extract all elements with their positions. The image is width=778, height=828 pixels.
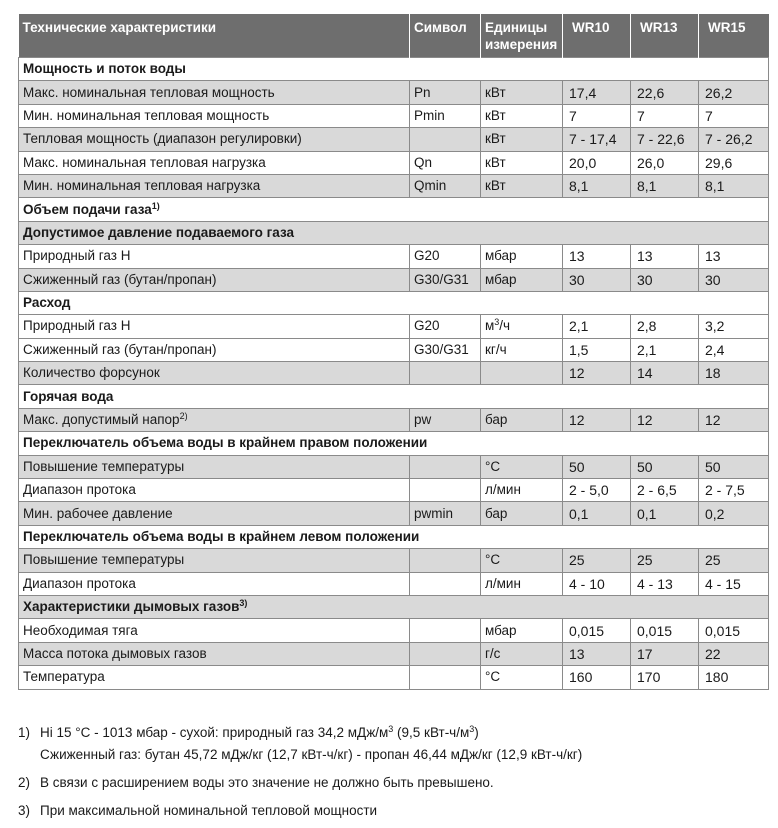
value-wr15: 3,2 (699, 315, 769, 338)
table-row (19, 362, 769, 385)
section-title: Переключатель объема воды в крайнем правом положении (19, 432, 769, 455)
param-name: Температура (19, 666, 410, 689)
param-symbol: Qn (410, 151, 481, 174)
param-symbol: G20 (410, 315, 481, 338)
param-unit: кВт (481, 81, 563, 104)
param-symbol: Pmin (410, 104, 481, 127)
param-symbol (410, 642, 481, 665)
param-name: Природный газ Н (19, 315, 410, 338)
value-wr15: 50 (699, 455, 769, 478)
value-wr13: 4 - 13 (631, 572, 699, 595)
header-units: Единицы измерения (481, 14, 563, 58)
value-wr10: 30 (563, 268, 631, 291)
param-symbol: pw (410, 408, 481, 431)
table-row (19, 268, 769, 291)
param-unit: кВт (481, 104, 563, 127)
section-title: Переключатель объема воды в крайнем левом положении (19, 525, 769, 548)
table-row (19, 128, 769, 151)
value-wr13: 7 (631, 104, 699, 127)
param-name: Сжиженный газ (бутан/пропан) (19, 338, 410, 361)
value-wr13: 12 (631, 408, 699, 431)
value-wr13: 26,0 (631, 151, 699, 174)
footnote-ref: 2) (179, 411, 188, 422)
param-symbol (410, 479, 481, 502)
section-row (19, 58, 769, 81)
param-unit: мбар (481, 619, 563, 642)
table-row (19, 81, 769, 104)
value-wr15: 25 (699, 549, 769, 572)
section-row (19, 198, 769, 221)
value-wr10: 25 (563, 549, 631, 572)
value-wr13: 30 (631, 268, 699, 291)
value-wr13: 7 - 22,6 (631, 128, 699, 151)
param-name: Мин. номинальная тепловая нагрузка (19, 174, 410, 197)
value-wr10: 0,1 (563, 502, 631, 525)
value-wr10: 1,5 (563, 338, 631, 361)
value-wr13: 8,1 (631, 174, 699, 197)
param-name: Повышение температуры (19, 455, 410, 478)
value-wr15: 12 (699, 408, 769, 431)
param-name: Диапазон протока (19, 479, 410, 502)
value-wr13: 170 (631, 666, 699, 689)
param-name: Тепловая мощность (диапазон регулировки) (19, 128, 410, 151)
footnote-3 (18, 800, 758, 822)
value-wr10: 12 (563, 408, 631, 431)
value-wr15: 0,2 (699, 502, 769, 525)
param-unit: бар (481, 408, 563, 431)
value-wr15: 0,015 (699, 619, 769, 642)
section-row (19, 595, 769, 618)
param-unit (481, 362, 563, 385)
param-symbol (410, 572, 481, 595)
value-wr10: 50 (563, 455, 631, 478)
section-row (19, 291, 769, 314)
param-unit: л/мин (481, 479, 563, 502)
section-title-text: Характеристики дымовых газов (23, 599, 240, 615)
footnote-1-line1 (40, 725, 479, 740)
value-wr10: 8,1 (563, 174, 631, 197)
value-wr10: 13 (563, 642, 631, 665)
header-model-wr15: WR15 (699, 14, 769, 58)
value-wr13: 2,1 (631, 338, 699, 361)
value-wr13: 50 (631, 455, 699, 478)
value-wr10: 160 (563, 666, 631, 689)
param-unit: бар (481, 502, 563, 525)
param-name (19, 408, 410, 431)
value-wr13: 17 (631, 642, 699, 665)
param-symbol (410, 455, 481, 478)
value-wr10: 2,1 (563, 315, 631, 338)
param-name-text: Макс. допустимый напор (23, 412, 180, 428)
param-symbol (410, 549, 481, 572)
param-name: Количество форсунок (19, 362, 410, 385)
header-model-wr13: WR13 (631, 14, 699, 58)
footnote-ref: 1) (151, 200, 160, 211)
footnote-1-part-b: (9,5 кВт-ч/м (393, 725, 470, 740)
table-row (19, 479, 769, 502)
footnote-number: 2) (18, 775, 31, 790)
param-unit: мбар (481, 268, 563, 291)
footnote-1-part-c: ) (474, 725, 479, 740)
section-row (19, 432, 769, 455)
param-name: Сжиженный газ (бутан/пропан) (19, 268, 410, 291)
table-header (19, 14, 769, 58)
value-wr10: 7 (563, 104, 631, 127)
value-wr15: 29,6 (699, 151, 769, 174)
value-wr15: 4 - 15 (699, 572, 769, 595)
param-name: Макс. номинальная тепловая мощность (19, 81, 410, 104)
section-title (19, 198, 769, 221)
value-wr10: 12 (563, 362, 631, 385)
param-unit: л/мин (481, 572, 563, 595)
footnote-1-line2: Сжиженный газ: бутан 45,72 мДж/кг (12,7 кВт-ч/кг) - пропан 46,44 мДж/кг (12,9 кВт-ч/кг) (40, 747, 583, 762)
table-row (19, 245, 769, 268)
param-symbol: G20 (410, 245, 481, 268)
param-name: Макс. номинальная тепловая нагрузка (19, 151, 410, 174)
param-name: Мин. рабочее давление (19, 502, 410, 525)
value-wr15: 7 - 26,2 (699, 128, 769, 151)
section-row (19, 221, 769, 244)
param-symbol (410, 362, 481, 385)
header-name: Технические характеристики (19, 14, 410, 58)
specifications-table (18, 14, 769, 690)
footnote-number: 3) (18, 803, 31, 818)
param-symbol (410, 666, 481, 689)
param-unit: кВт (481, 128, 563, 151)
section-row (19, 525, 769, 548)
table-row (19, 502, 769, 525)
footnote-text: При максимальной номинальной тепловой мощности (40, 803, 378, 818)
param-name: Диапазон протока (19, 572, 410, 595)
param-unit: кВт (481, 174, 563, 197)
table-row (19, 619, 769, 642)
value-wr15: 18 (699, 362, 769, 385)
value-wr15: 2 - 7,5 (699, 479, 769, 502)
footnote-ref: 3) (239, 598, 248, 609)
value-wr15: 7 (699, 104, 769, 127)
value-wr13: 25 (631, 549, 699, 572)
table-row (19, 642, 769, 665)
table-row (19, 104, 769, 127)
header-symbol: Символ (410, 14, 481, 58)
value-wr13: 22,6 (631, 81, 699, 104)
table-row (19, 455, 769, 478)
unit-tail: /ч (499, 318, 511, 334)
table-row (19, 151, 769, 174)
param-symbol: Pn (410, 81, 481, 104)
value-wr10: 0,015 (563, 619, 631, 642)
param-name: Природный газ Н (19, 245, 410, 268)
param-unit: °C (481, 666, 563, 689)
section-title: Горячая вода (19, 385, 769, 408)
param-name: Мин. номинальная тепловая мощность (19, 104, 410, 127)
value-wr13: 14 (631, 362, 699, 385)
param-symbol: G30/G31 (410, 268, 481, 291)
value-wr13: 0,015 (631, 619, 699, 642)
param-unit: кг/ч (481, 338, 563, 361)
table-row (19, 666, 769, 689)
section-title (19, 595, 769, 618)
table-row (19, 174, 769, 197)
table-row (19, 338, 769, 361)
table-row (19, 315, 769, 338)
header-model-wr10: WR10 (563, 14, 631, 58)
footnotes (18, 722, 758, 822)
value-wr15: 8,1 (699, 174, 769, 197)
table-row (19, 408, 769, 431)
value-wr10: 4 - 10 (563, 572, 631, 595)
param-symbol: pwmin (410, 502, 481, 525)
table-row (19, 549, 769, 572)
footnote-1 (18, 722, 758, 766)
value-wr10: 20,0 (563, 151, 631, 174)
value-wr10: 7 - 17,4 (563, 128, 631, 151)
value-wr15: 22 (699, 642, 769, 665)
value-wr13: 0,1 (631, 502, 699, 525)
param-name: Необходимая тяга (19, 619, 410, 642)
section-title: Допустимое давление подаваемого газа (19, 221, 769, 244)
table-row (19, 572, 769, 595)
value-wr10: 13 (563, 245, 631, 268)
unit-superscript: 3 (494, 317, 500, 328)
value-wr15: 30 (699, 268, 769, 291)
param-unit (481, 315, 563, 338)
param-unit: °C (481, 455, 563, 478)
param-symbol (410, 128, 481, 151)
param-symbol: G30/G31 (410, 338, 481, 361)
value-wr15: 13 (699, 245, 769, 268)
footnote-text: В связи с расширением воды это значение не должно быть превышено. (40, 775, 494, 790)
param-name: Повышение температуры (19, 549, 410, 572)
value-wr13: 2 - 6,5 (631, 479, 699, 502)
param-unit: кВт (481, 151, 563, 174)
footnote-text (40, 722, 758, 766)
footnote-2 (18, 772, 758, 794)
value-wr10: 17,4 (563, 81, 631, 104)
param-unit: °C (481, 549, 563, 572)
superscript: 3 (469, 724, 475, 734)
footnote-1-part-a: Hi 15 °C - 1013 мбар - сухой: природный газ 34,2 мДж/м (40, 725, 389, 740)
value-wr10: 2 - 5,0 (563, 479, 631, 502)
param-unit: г/с (481, 642, 563, 665)
section-row (19, 385, 769, 408)
value-wr15: 180 (699, 666, 769, 689)
section-title-text: Объем подачи газа (23, 201, 152, 217)
unit-text: м (485, 318, 495, 334)
param-symbol: Qmin (410, 174, 481, 197)
section-title: Расход (19, 291, 769, 314)
value-wr15: 26,2 (699, 81, 769, 104)
param-unit: мбар (481, 245, 563, 268)
superscript: 3 (388, 724, 394, 734)
value-wr13: 2,8 (631, 315, 699, 338)
value-wr15: 2,4 (699, 338, 769, 361)
value-wr13: 13 (631, 245, 699, 268)
footnote-number: 1) (18, 725, 31, 740)
section-title: Мощность и поток воды (19, 58, 769, 81)
param-name: Масса потока дымовых газов (19, 642, 410, 665)
param-symbol (410, 619, 481, 642)
